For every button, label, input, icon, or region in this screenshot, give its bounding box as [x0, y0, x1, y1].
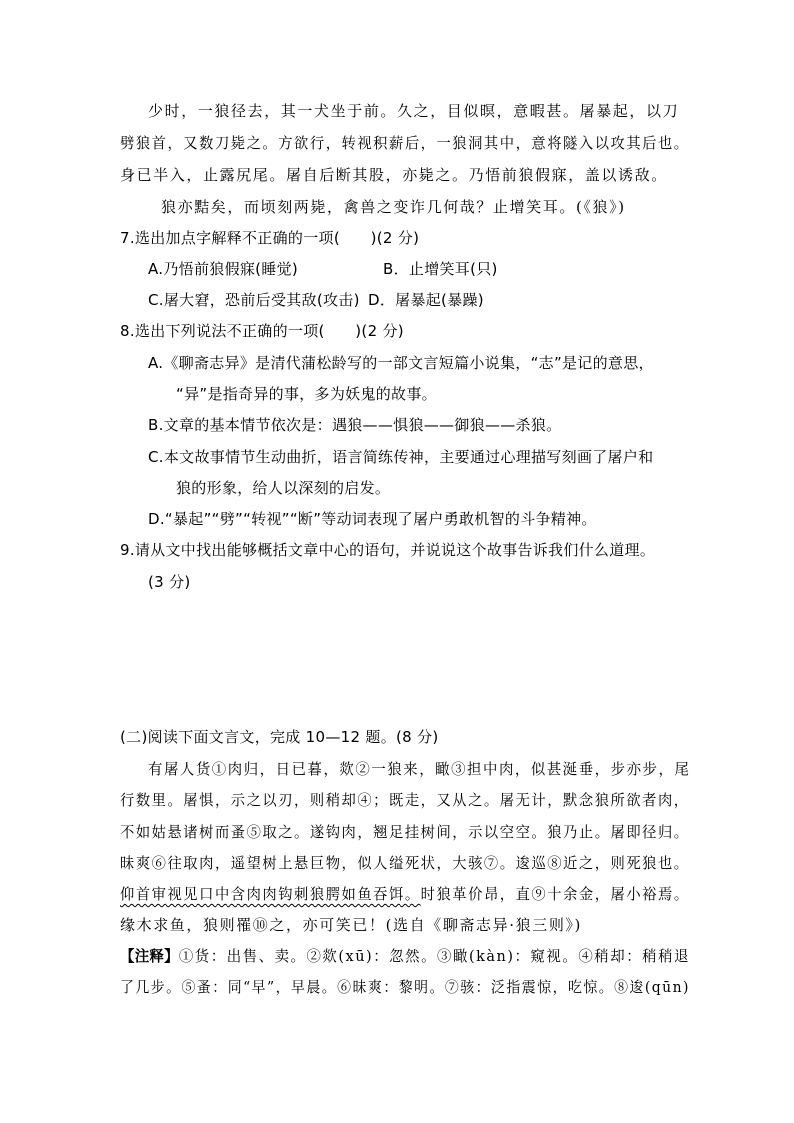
q8-option-d: D.“暴起”“劈”“转视”“断”等动词表现了屠户勇敢机智的斗争精神。 — [148, 510, 597, 528]
q9-score: (3 分) — [148, 573, 191, 591]
section2-line-4: 昧爽⑥往取肉，遥望树上悬巨物，似人缢死状，大骇⑦。逡巡⑧近之，则死狼也。 — [120, 854, 690, 872]
q8-option-b: B.文章的基本情节依次是：遇狼——惧狼——御狼——杀狼。 — [148, 416, 562, 434]
q7-stem: 7.选出加点字解释不正确的一项( )(2 分) — [120, 229, 420, 247]
section2-heading: (二)阅读下面文言文，完成 10—12 题。(8 分) — [120, 728, 439, 746]
q7-option-c: C.屠大窘，恐前后受其敌(攻击) — [148, 291, 360, 309]
section2-line-2: 行数里。屠惧，示之以刃，则稍却④；既走，又从之。屠无计，默念狼所欲者肉， — [120, 791, 690, 809]
q7-option-a: A.乃悟前狼假寐(睡觉) — [148, 260, 299, 278]
passage1-line-3: 身已半入，止露尻尾。屠自后断其股，亦毙之。乃悟前狼假寐，盖以诱敌。 — [120, 166, 668, 184]
q8-option-a-line-1: A.《聊斋志异》是清代蒲松龄写的一部文言短篇小说集，“志”是记的意思， — [148, 354, 654, 372]
q9-stem: 9.请从文中找出能够概括文章中心的语句，并说说这个故事告诉我们什么道理。 — [120, 541, 656, 559]
underlined-sentence: 仰首审视见口中含肉肉钩刺狼腭如鱼吞饵。 — [120, 885, 421, 903]
q8-option-c-line-1: C.本文故事情节生动曲折，语言简练传神，主要通过心理描写刻画了屠户和 — [148, 448, 654, 466]
notes-line-1-text: ①货：出售、卖。②欻(xū)：忽然。③瞰(kàn)：窥视。④稍却：稍稍退 — [178, 947, 691, 965]
section2-line-5-rest: 时狼革价昂，直⑨十余金，屠小裕焉。 — [420, 885, 690, 903]
notes-line-2: 了几步。⑤蚤：同“早”，早晨。⑥昧爽：黎明。⑦骇：泛指震惊，吃惊。⑧逡(qūn) — [120, 978, 690, 996]
passage1-line-4: 狼亦黠矣，而顷刻两毙，禽兽之变诈几何哉？止增笑耳。(《狼》) — [161, 198, 626, 216]
notes-label: 【注释】 — [120, 947, 179, 965]
passage1-line-1: 少时，一狼径去，其一犬坐于前。久之，目似暝，意暇甚。屠暴起，以刀 — [148, 102, 680, 120]
q7-option-b: B．止增笑耳(只) — [383, 260, 498, 278]
section2-line-3: 不如姑悬诸树而蚤⑤取之。遂钩肉，翘足挂树间，示以空空。狼乃止。屠即径归。 — [120, 823, 690, 841]
section2-line-6: 缘木求鱼，狼则罹⑩之，亦可笑已！(选自《聊斋志异·狼三则》) — [120, 916, 582, 934]
q8-option-c-line-2: 狼的形象，给人以深刻的启发。 — [176, 479, 391, 497]
passage1-line-2: 劈狼首，又数刀毙之。方欲行，转视积薪后，一狼洞其中，意将隧入以攻其后也。 — [120, 134, 690, 152]
section2-line-1: 有屠人货①肉归，日已暮，欻②一狼来，瞰③担中肉，似甚涎垂，步亦步，尾 — [148, 760, 691, 778]
notes-line-1 — [120, 946, 690, 966]
q7-option-d: D．屠暴起(暴躁) — [368, 291, 484, 309]
q8-stem: 8.选出下列说法不正确的一项( )(2 分) — [120, 322, 404, 340]
q8-option-a-line-2: “异”是指奇异的事，多为妖鬼的故事。 — [176, 385, 437, 403]
section2-line-5 — [120, 884, 690, 904]
